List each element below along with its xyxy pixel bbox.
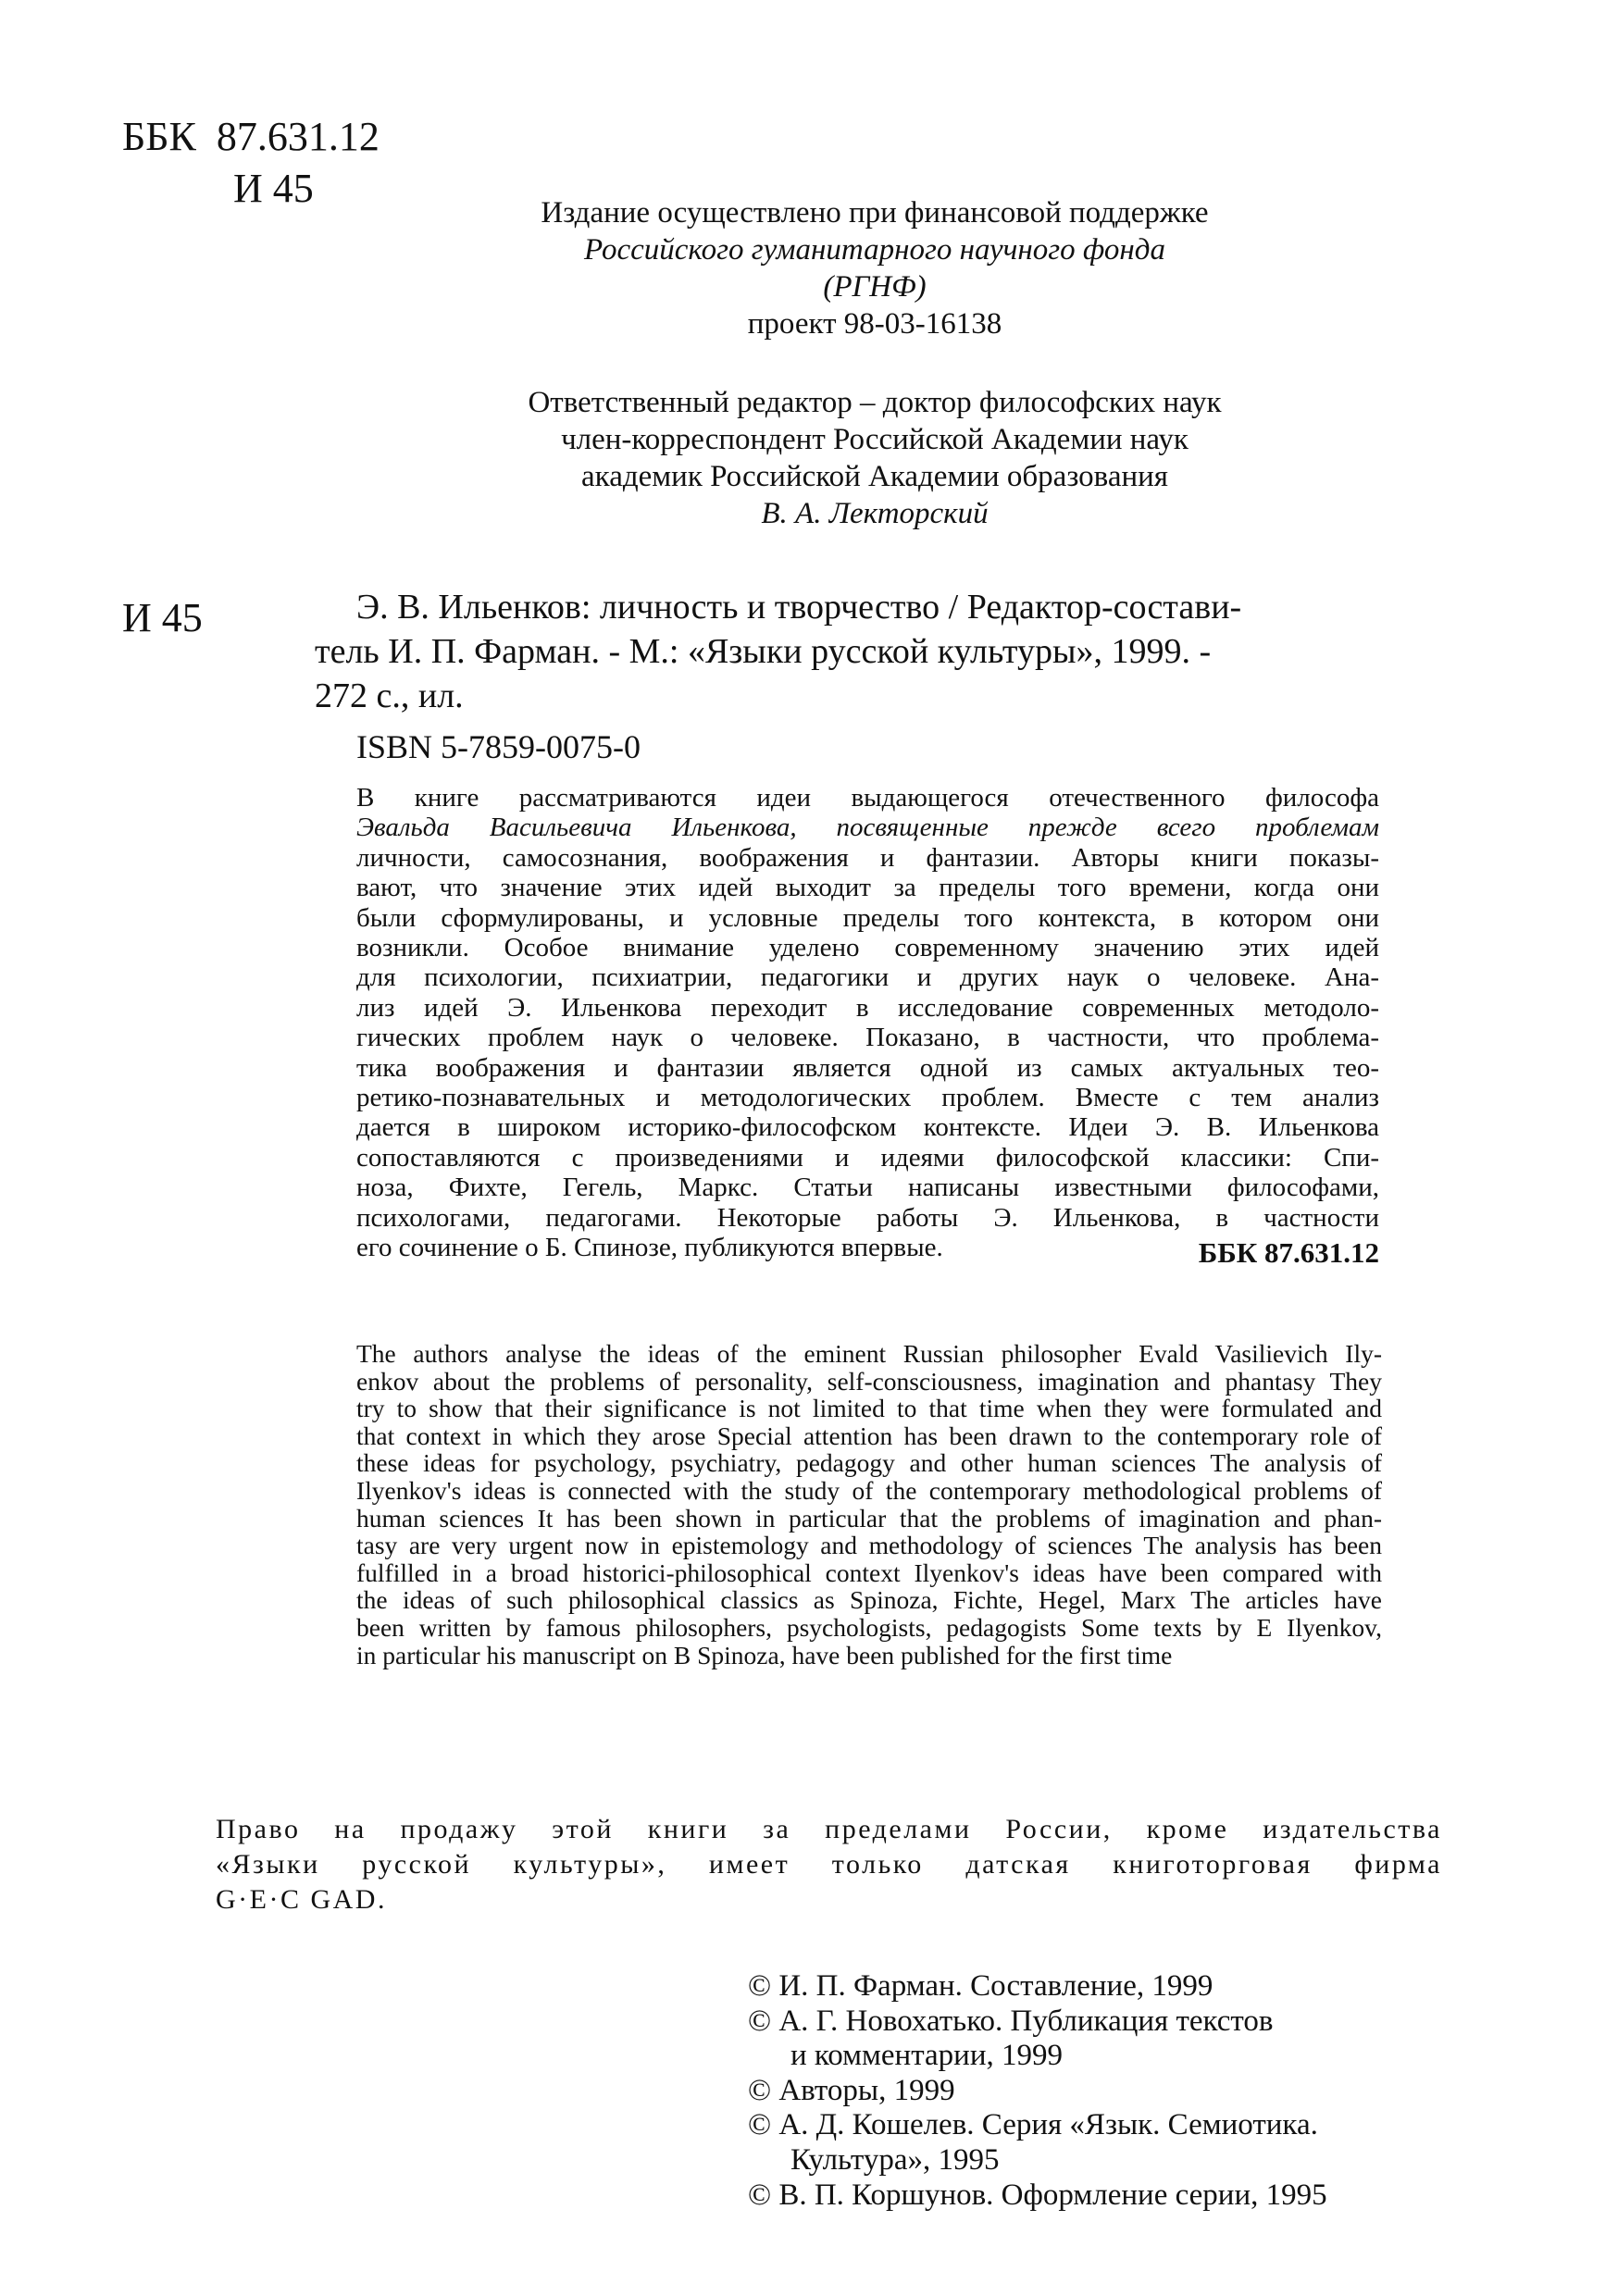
copyright-item: © Авторы, 1999: [748, 2073, 955, 2107]
catalog-side-code: И 45: [122, 595, 203, 640]
funding-project: проект 98-03-16138: [747, 307, 1002, 341]
bbk-code-end: ББК 87.631.12: [1198, 1236, 1379, 1270]
sales-rights-note: [216, 1812, 1442, 1917]
abstract-en-line: enkov about the problems of personality, self-consciousness, imagination and phantasy They: [356, 1366, 1382, 1396]
abstract-en-line: that context in which they arose Special attention has been drawn to the contemporary role of: [356, 1421, 1382, 1450]
abstract-ru-line: [356, 1233, 1379, 1270]
abstract-en-line: these ideas for psychology, psychiatry, pedagogy and other human sciences The analysis of: [356, 1448, 1382, 1478]
funding-abbr: (РГНФ): [823, 270, 927, 304]
abstract-ru-line: лиз идей Э. Ильенкова переходит в исследование современных методоло-: [356, 992, 1379, 1023]
abstract-ru-line: ретико-познавательных и методологических проблем. Вместе с тем анализ: [356, 1083, 1379, 1113]
abstract-ru-line: В книге рассматриваются идеи выдающегося отечественного философа: [356, 783, 1379, 813]
rights-line: «Языки русской культуры», имеет только датская книготорговая фирма: [216, 1849, 1442, 1880]
abstract-russian: [356, 783, 1379, 1270]
editor-line: академик Российской Академии образования: [581, 460, 1168, 493]
abstract-ru-line: личности, самосознания, воображения и фантазии. Авторы книги показы-: [356, 842, 1379, 873]
abstract-english: [356, 1340, 1382, 1669]
catalog-entry: [315, 585, 1379, 718]
abstract-ru-line: возникли. Особое внимание уделено современному значению этих идей: [356, 933, 1379, 963]
catalog-line: тель И. П. Фарман. - М.: «Языки русской культуры», 1999. -: [315, 632, 1212, 671]
abstract-ru-line: ноза, Фихте, Гегель, Маркс. Статьи написаны известными философами,: [356, 1173, 1379, 1203]
abstract-en-line: been written by famous philosophers, psychologists, pedagogists Some texts by E Ilyenkov,: [356, 1612, 1382, 1642]
copyright-item: © В. П. Коршунов. Оформление серии, 1995: [748, 2178, 1327, 2212]
abstract-ru-line: Эвальда Васильевича Ильенкова, посвященные прежде всего проблемам: [356, 813, 1379, 843]
editor-line: Ответственный редактор – доктор философских наук: [528, 386, 1222, 419]
abstract-ru-line: для психологии, психиатрии, педагогики и других наук о человеке. Ана-: [356, 962, 1379, 993]
abstract-ru-line: дается в широком историко-философском контексте. Идеи Э. В. Ильенкова: [356, 1112, 1379, 1143]
bbk-classification: [122, 111, 380, 215]
abstract-en-line: The authors analyse the ideas of the eminent Russian philosopher Evald Vasilievich Ily-: [356, 1339, 1382, 1368]
abstract-en-line: try to show that their significance is not limited to that time when they were formulated and: [356, 1394, 1382, 1423]
author-mark: И 45: [233, 166, 314, 211]
rights-line: G·E·C GAD.: [216, 1884, 387, 1915]
catalog-line: 272 с., ил.: [315, 676, 464, 715]
abstract-ru-last-text: его сочинение о Б. Спинозе, публикуются впервые.: [356, 1233, 943, 1263]
abstract-ru-line: психологами, педагогами. Некоторые работы Э. Ильенкова, в частности: [356, 1202, 1379, 1233]
funding-note: [389, 194, 1361, 342]
catalog-line: Э. В. Ильенков: личность и творчество / Редактор-состави-: [356, 588, 1242, 627]
abstract-en-line: in particular his manuscript on B Spinoza, have been published for the first time: [356, 1640, 1173, 1669]
abstract-en-line: fulfilled in a broad historici-philosophical context Ilyenkov's ideas have been compared with: [356, 1558, 1382, 1587]
copyright-item: © И. П. Фарман. Составление, 1999: [748, 1969, 1214, 2003]
abstract-ru-line: были сформулированы, и условные пределы того контекста, в котором они: [356, 902, 1379, 933]
copyright-item: © А. Г. Новохатько. Публикация текстов: [748, 2004, 1274, 2038]
abstract-en-line: human sciences It has been shown in particular that the problems of imagination and phan-: [356, 1503, 1382, 1533]
copyright-item: © А. Д. Кошелев. Серия «Язык. Семиотика.: [748, 2108, 1318, 2142]
funding-foundation: Российского гуманитарного научного фонда: [584, 233, 1165, 267]
copyright-list: [748, 1969, 1327, 2213]
abstract-ru-line: сопоставляются с произведениями и идеями философской классики: Спи-: [356, 1142, 1379, 1173]
editor-name: В. А. Лекторский: [761, 497, 989, 530]
editor-line: член-корреспондент Российской Академии наук: [561, 423, 1189, 456]
copyright-item-cont: и комментарии, 1999: [790, 2039, 1064, 2073]
abstract-ru-line: тика воображения и фантазии является одной из самых актуальных тео-: [356, 1052, 1379, 1083]
abstract-en-line: tasy are very urgent now in epistemology and methodology of sciences The analysis has been: [356, 1531, 1382, 1560]
abstract-en-line: the ideas of such philosophical classics as Spinoza, Fichte, Hegel, Marx The articles have: [356, 1585, 1382, 1615]
copyright-item-cont: Культура», 1995: [790, 2142, 1000, 2177]
abstract-ru-line: гических проблем наук о человеке. Показано, в частности, что проблема-: [356, 1023, 1379, 1053]
isbn: ISBN 5-7859-0075-0: [356, 728, 641, 765]
funding-line: Издание осуществлено при финансовой поддержке: [541, 196, 1209, 230]
rights-line: Право на продажу этой книги за пределами России, кроме издательства: [216, 1814, 1442, 1844]
abstract-en-line: Ilyenkov's ideas is connected with the study of the contemporary methodological problems of: [356, 1475, 1382, 1505]
editor-note: [389, 384, 1361, 532]
bbk-code: ББК 87.631.12: [122, 114, 380, 159]
abstract-ru-line: вают, что значение этих идей выходит за пределы того времени, когда они: [356, 873, 1379, 903]
